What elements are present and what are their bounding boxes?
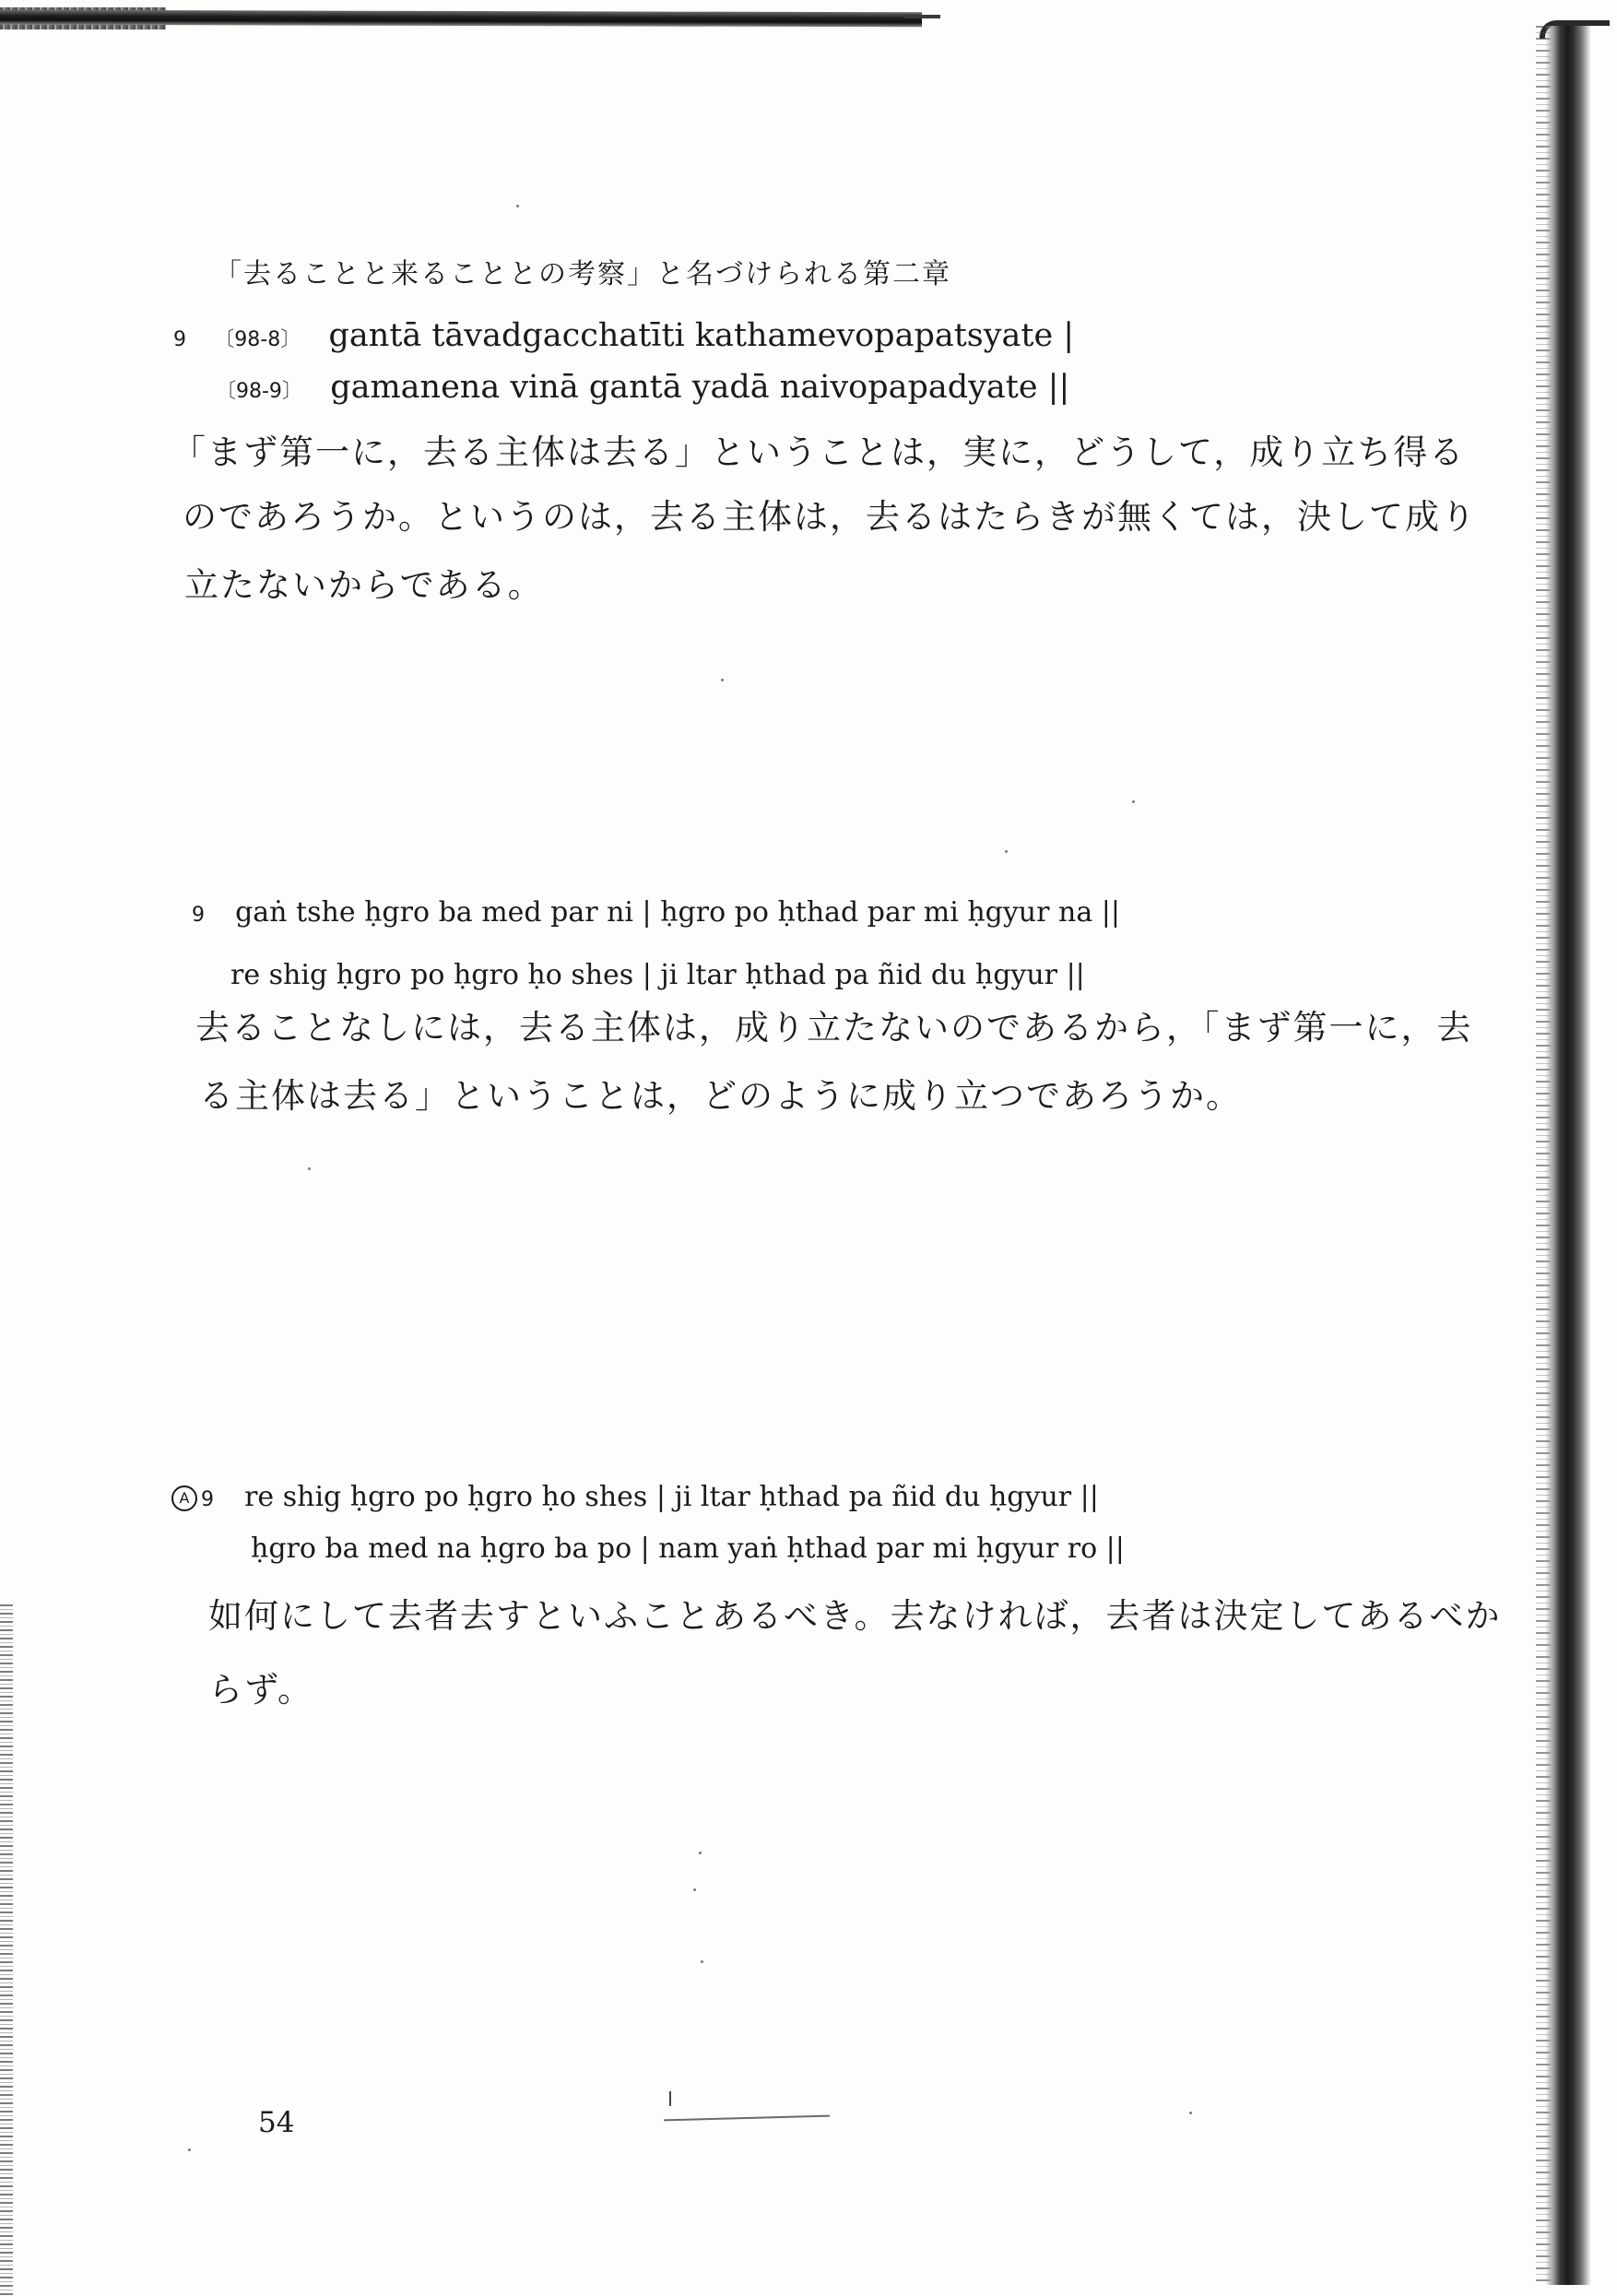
scan-artifact-bottom-tick xyxy=(669,2091,671,2106)
scan-artifact-top-bar xyxy=(0,10,922,28)
scan-speck xyxy=(1132,800,1135,803)
scan-speck xyxy=(701,1960,703,1963)
sanskrit-text: gamanena vinā gantā yadā naivopapadyate || xyxy=(330,369,1070,406)
scan-artifact-top-tail xyxy=(903,15,940,18)
scan-speck xyxy=(308,1167,311,1170)
scan-speck xyxy=(1189,2112,1192,2114)
commentary-translation-line: 如何にして去者去すといふことあるべき。去なければ，去者は決定してあるべか xyxy=(208,1596,1502,1636)
verse-number: 9 xyxy=(201,1488,214,1511)
verse-reference: 〔98-8〕 xyxy=(214,328,301,351)
commentary-translation-line: らず。 xyxy=(208,1670,314,1710)
sanskrit-translation-line: 「まず第一に，去る主体は去る」ということは，実に，どうして，成り立ち得る xyxy=(171,432,1466,472)
sanskrit-translation-line: のであろうか。というのは，去る主体は，去るはたらきが無くては，決して成り xyxy=(183,497,1477,537)
commentary-text: re shig ḥgro po ḥgro ḥo shes | ji ltar ḥthad pa ñid du ḥgyur || xyxy=(244,1481,1099,1513)
commentary-marker: A xyxy=(171,1485,197,1511)
sanskrit-line-2 xyxy=(216,369,1069,406)
scan-speck xyxy=(721,679,724,681)
scan-artifact-right-edge xyxy=(1545,26,1591,2285)
commentary-line-2: ḥgro ba med na ḥgro ba po | nam yaṅ ḥthad par mi ḥgyur ro || xyxy=(251,1533,1125,1565)
tibetan-translation-line: る主体は去る」ということは，どのように成り立つであろうか。 xyxy=(199,1076,1242,1116)
sanskrit-translation-line: 立たないからである。 xyxy=(184,565,544,605)
scan-speck xyxy=(693,1888,696,1891)
commentary-line-1 xyxy=(171,1481,1099,1513)
tibetan-text: gaṅ tshe ḥgro ba med par ni | ḥgro po ḥthad par mi ḥgyur na || xyxy=(235,896,1120,929)
scan-speck xyxy=(1005,850,1008,853)
sanskrit-line-1 xyxy=(173,317,1074,354)
page-number: 54 xyxy=(258,2106,295,2139)
scan-artifact-bottom-line xyxy=(664,2115,830,2122)
tibetan-translation-line: 去ることなしには，去る主体は，成り立たないのであるから，「まず第一に，去 xyxy=(195,1008,1473,1047)
tibetan-line-1 xyxy=(192,896,1120,929)
verse-reference: 〔98-9〕 xyxy=(216,380,302,403)
tibetan-line-2: re shig ḥgro po ḥgro ḥo shes | ji ltar ḥthad pa ñid du ḥgyur || xyxy=(230,959,1085,991)
scan-speck xyxy=(188,2148,191,2151)
scan-speck xyxy=(516,205,519,207)
scan-speck xyxy=(699,1852,702,1854)
verse-number: 9 xyxy=(192,904,205,927)
verse-number: 9 xyxy=(173,328,186,351)
scan-artifact-left-edge xyxy=(0,1604,13,2296)
chapter-heading: 「去ることと来ることとの考察」と名づけられる第二章 xyxy=(214,258,951,290)
sanskrit-text: gantā tāvadgacchatīti kathamevopapatsyate | xyxy=(328,317,1075,354)
